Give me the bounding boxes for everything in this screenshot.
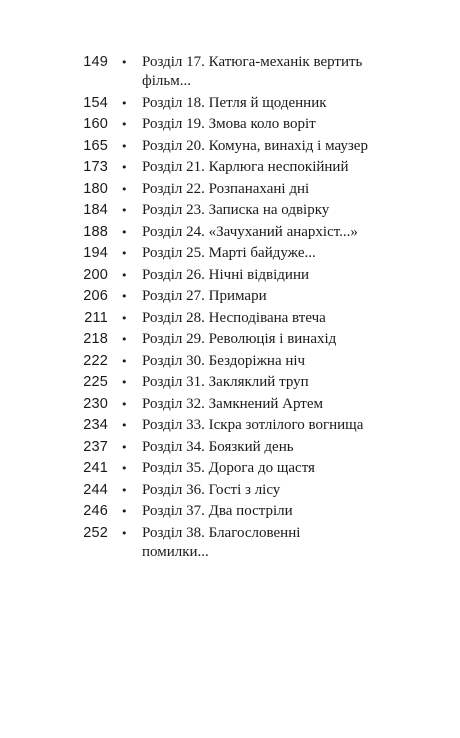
chapter-title: Розділ 34. Боязкий день xyxy=(142,438,294,455)
toc-entry[interactable] xyxy=(0,437,460,459)
page-number: 241 xyxy=(83,460,108,476)
chapter-title: Розділ 33. Іскра зотлілого вогнища xyxy=(142,417,364,433)
bullet-icon: • xyxy=(121,462,128,475)
toc-entry[interactable] xyxy=(0,179,460,201)
page-number: 184 xyxy=(83,202,108,218)
toc-entry[interactable] xyxy=(0,329,460,351)
bullet-icon: • xyxy=(121,526,128,540)
bullet-icon: • xyxy=(121,96,128,110)
page-number: 230 xyxy=(83,395,108,412)
page-number: 218 xyxy=(83,331,108,347)
page-number: 252 xyxy=(83,524,108,541)
toc-entry[interactable] xyxy=(0,372,460,394)
page-number: 149 xyxy=(83,54,108,70)
page-number: 211 xyxy=(84,309,108,326)
bullet-icon: • xyxy=(121,139,128,153)
table-of-contents xyxy=(0,52,460,560)
chapter-title: Розділ 29. Революція і винахід xyxy=(142,331,337,347)
page-number: 225 xyxy=(83,374,108,390)
chapter-title: Розділ 21. Карлюга неспокійний xyxy=(142,159,349,175)
bullet-icon: • xyxy=(121,483,128,497)
bullet-icon: • xyxy=(121,397,128,411)
toc-entry[interactable] xyxy=(0,308,460,330)
bullet-icon: • xyxy=(121,56,128,69)
page-number: 206 xyxy=(83,288,108,304)
toc-entry[interactable] xyxy=(0,394,460,416)
toc-entry[interactable] xyxy=(0,523,460,560)
toc-entry[interactable] xyxy=(0,480,460,502)
page-number: 180 xyxy=(83,180,108,197)
bullet-icon: • xyxy=(121,182,128,196)
toc-entry[interactable] xyxy=(0,93,460,115)
chapter-title: Розділ 24. «Зачуханий анархіст...» xyxy=(142,223,358,240)
toc-entry[interactable] xyxy=(0,136,460,158)
page-number: 244 xyxy=(83,481,108,498)
bullet-icon: • xyxy=(121,161,128,174)
toc-entry[interactable] xyxy=(0,52,460,93)
page-number: 246 xyxy=(83,503,108,519)
toc-entry[interactable] xyxy=(0,501,460,523)
chapter-title: Розділ 19. Змова коло воріт xyxy=(142,116,316,132)
toc-entry[interactable] xyxy=(0,114,460,136)
page-number: 237 xyxy=(83,438,108,455)
page-number: 188 xyxy=(83,223,108,240)
toc-entry[interactable] xyxy=(0,265,460,287)
bullet-icon: • xyxy=(121,290,128,303)
chapter-title: Розділ 23. Записка на одвірку xyxy=(142,202,330,218)
bullet-icon: • xyxy=(121,118,128,131)
chapter-title: Розділ 17. Катюга-механік вертить фільм... xyxy=(142,54,363,89)
chapter-title: Розділ 38. Благословенні помилки... xyxy=(142,524,301,560)
bullet-icon: • xyxy=(121,268,128,282)
chapter-title: Розділ 37. Два постріли xyxy=(142,503,293,519)
toc-entry[interactable] xyxy=(0,157,460,179)
page-number: 222 xyxy=(83,352,108,369)
bullet-icon: • xyxy=(121,440,128,454)
toc-entry[interactable] xyxy=(0,200,460,222)
bullet-icon: • xyxy=(121,204,128,217)
page-number: 165 xyxy=(83,137,108,154)
chapter-title: Розділ 20. Комуна, винахід і маузер xyxy=(142,137,368,154)
toc-entry[interactable] xyxy=(0,222,460,244)
bullet-icon: • xyxy=(121,354,128,368)
chapter-title: Розділ 18. Петля й щоденник xyxy=(142,94,327,111)
bullet-icon: • xyxy=(121,311,128,325)
toc-entry[interactable] xyxy=(0,243,460,265)
chapter-title: Розділ 25. Марті байдуже... xyxy=(142,245,316,261)
bullet-icon: • xyxy=(121,505,128,518)
toc-entry[interactable] xyxy=(0,286,460,308)
toc-entry[interactable] xyxy=(0,458,460,480)
page-number: 200 xyxy=(83,266,108,283)
chapter-title: Розділ 31. Закляклий труп xyxy=(142,374,309,390)
chapter-title: Розділ 27. Примари xyxy=(142,288,267,304)
bullet-icon: • xyxy=(121,376,128,389)
page-number: 154 xyxy=(83,94,108,111)
toc-entry[interactable] xyxy=(0,351,460,373)
chapter-title: Розділ 35. Дорога до щастя xyxy=(142,460,315,476)
chapter-title: Розділ 22. Розпанахані дні xyxy=(142,180,310,197)
bullet-icon: • xyxy=(121,333,128,346)
chapter-title: Розділ 36. Гості з лісу xyxy=(142,481,281,498)
chapter-title: Розділ 28. Несподівана втеча xyxy=(142,309,326,326)
bullet-icon: • xyxy=(121,225,128,239)
chapter-title: Розділ 32. Замкнений Артем xyxy=(142,395,323,412)
bullet-icon: • xyxy=(121,419,128,432)
bullet-icon: • xyxy=(121,247,128,260)
chapter-title: Розділ 26. Нічні відвідини xyxy=(142,266,309,283)
chapter-title: Розділ 30. Бездоріжна ніч xyxy=(142,352,306,369)
toc-entry[interactable] xyxy=(0,415,460,437)
page-number: 173 xyxy=(83,159,108,175)
page-number: 160 xyxy=(83,116,108,132)
page-number: 234 xyxy=(83,417,108,433)
page-number: 194 xyxy=(83,245,108,261)
